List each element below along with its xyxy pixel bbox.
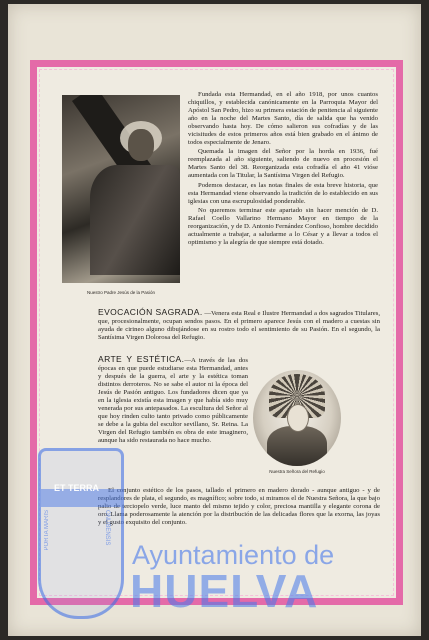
arte-section [98,355,248,446]
photo-jesus-pasion [62,95,180,283]
intro-paragraph-1: Fundada esta Hermandad, en el año 1918, por unos cuantos chiquillos, y establecida canónicamente en la Parroquia Mayor del Apóstol San Pedro, hizo su primera estación de penitencia al siguiente año en la noche del Martes Santo, día de salida que ha venido observando hasta hoy. De cómo salieron sus cofradías y de las vicisitudes de estos primeros años está bien grabado en el ánimo de todos especialmente de Jenaro. [188,91,378,147]
virgen-face-shape [287,404,309,432]
caption-virgen: Nuestra Señora del Refugio [269,469,325,474]
photo-virgen-refugio [253,370,341,466]
arte-text: —A través de las dos épocas en que puede estudiarse esta Hermandad, antes y después de la guerra, el arte y la estética toman distintos derroteros. No se sabe el autor ni la época del Jesús de Pasión antiguo. Los fundadores dicen que ya en la iglesia existía esta imagen y que había sido muy venerada por sus antepasados. La escultura del Señor al que hoy rinden culto tanto privado como públicamente se debe a la gubia del escultor sevillano, Sr. Reina. La Virgen del Refugio también es obra de este imaginero, aunque ha sido restaurada no hace mucho. [98,357,248,445]
watermark-side-right: ONUBENSIS [104,510,110,546]
arte-heading: ARTE Y ESTÉTICA. [98,354,185,364]
watermark-side-left: PORTA MARIS [44,510,50,551]
arte-paragraph-2: El conjunto estético de los pasos, tallado el primero en madero dorado - aunque antiguo - y de resplandores de plata, el segundo, es magnífico; sobre todo, si miramos el de Nuestra Señora, la que bajo palio de terciopelo verde, luce manto del mismo tejido y color, preciosa mantilla y elegante corona de oro. Llama poderosamente la atención por la distribución de las delicadas flores que la exorna, las joyas y el gusto exquisito del conjunto. [98,487,380,527]
mantle-shape [267,426,327,466]
evocacion-section [98,308,380,342]
watermark-shield-text: ET TERRA [54,483,99,493]
watermark-huelva: HUELVA [130,565,319,617]
evocacion-text: —Venera esta Real e Ilustre Hermandad a dos sagrados Titulares, que, procesionalmente, ocupan sendos pasos. En el primero aparece Jesús con el madero a cuestas sin ayuda de cirineo alguno dibujándose en su rostro todo el sentimiento de su Pasión. En el segundo, la Santísima Virgen Dolorosa del Refugio. [98,310,381,342]
caption-jesus: Nuestro Padre Jesús de la Pasión [86,290,156,295]
intro-paragraph-2: Quemada la imagen del Señor por la horda en 1936, fué reemplazada al año siguiente, saliendo de nuevo en procesión el Martes Santo del 38. Reorganizada esta cofradía el año 41 vióse aumentada con la Titular, la Santísima Virgen del Refugio. [188,148,378,180]
intro-column [188,91,378,247]
face-shape [128,129,154,161]
intro-paragraph-4: No queremos terminar este apartado sin hacer mención de D. Rafael Coello Vallarino Hermano Mayor en tiempo de la reorganización, y de D. Antonio Fernández Confioso, hombre decidido actualmente a trabajar, a saludarme a lo César y a llevar a todos el optimismo y la alegría de que siempre está dotado. [188,206,378,246]
intro-paragraph-3: Podemos destacar, es las notas finales de esta breve historia, que esta Hermandad viene observando la tradición de lo establecido en sus iglesias con una escrupulosidad ponderable. [188,181,378,205]
watermark-ayuntamiento: Ayuntamiento de [132,540,335,570]
evocacion-heading: EVOCACIÓN SAGRADA. [98,307,203,317]
robe-shape [90,165,180,275]
